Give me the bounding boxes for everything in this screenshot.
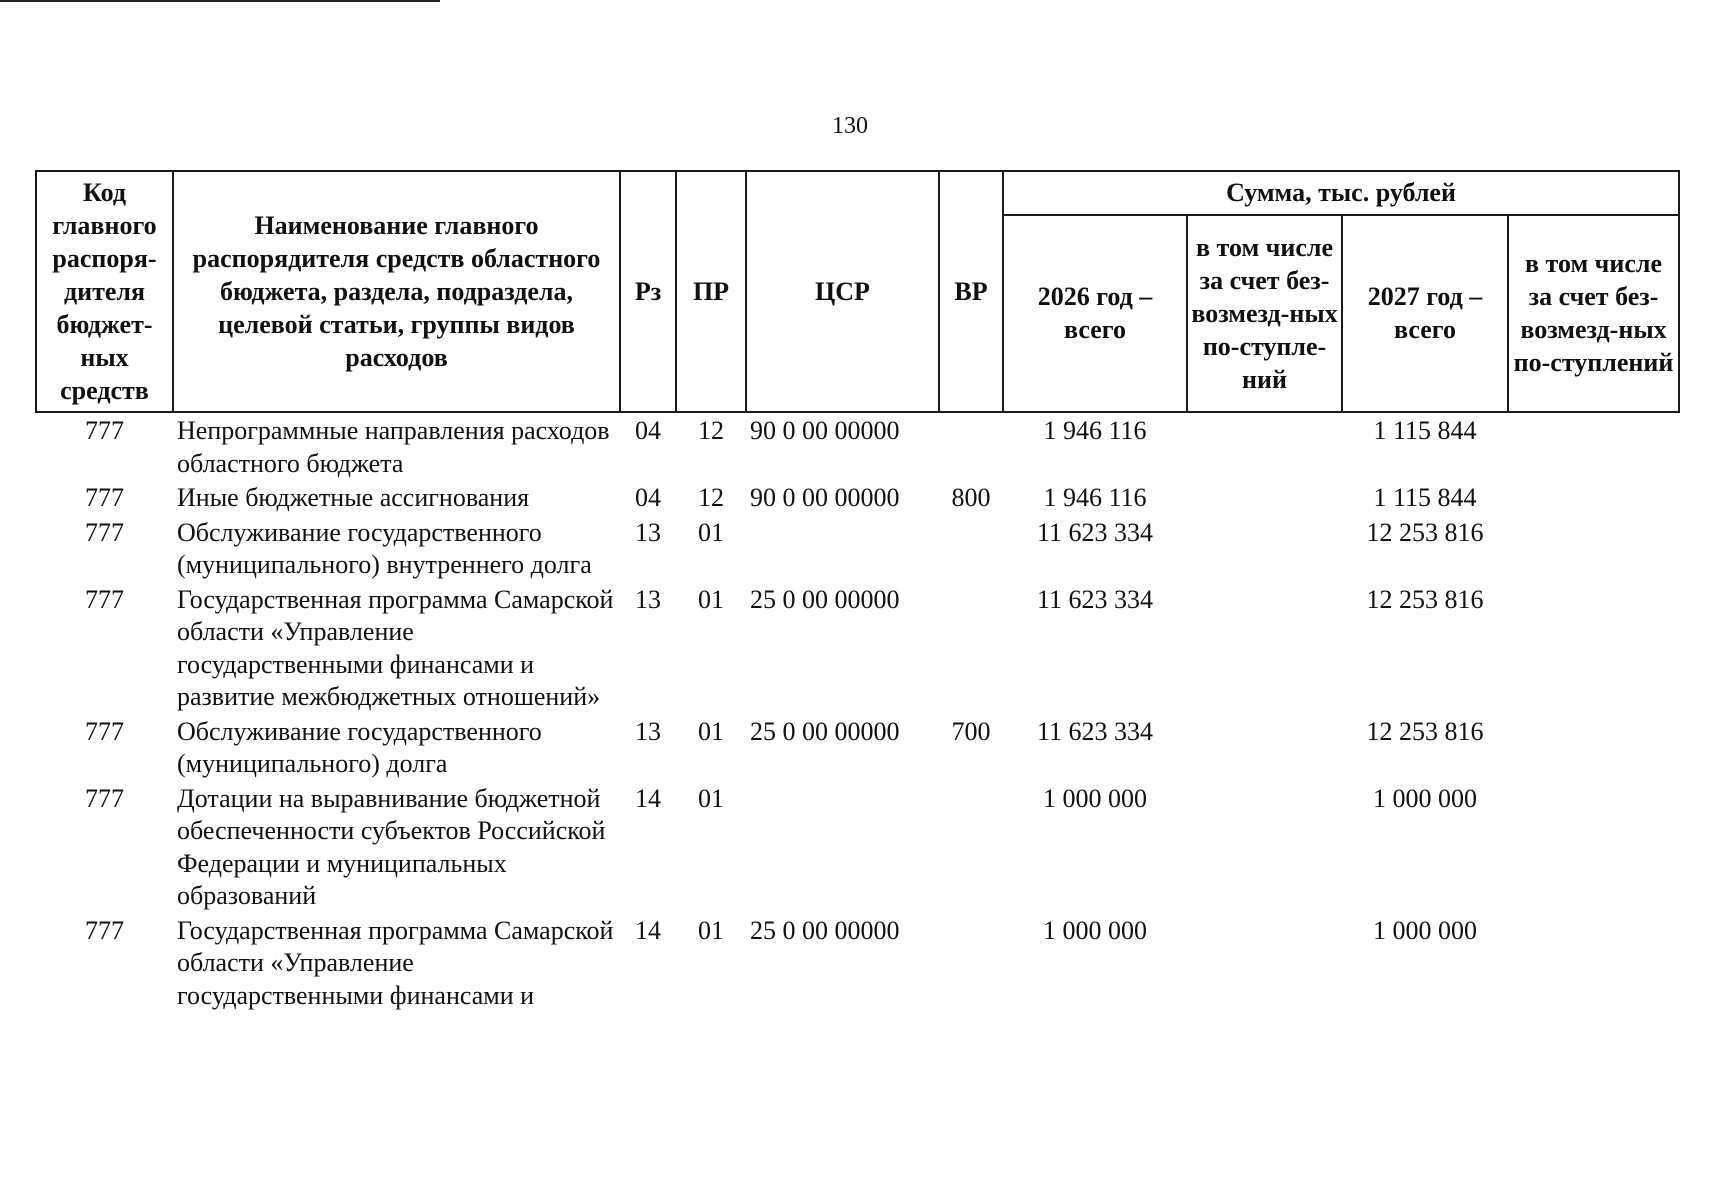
cell-rz: 13 <box>635 517 661 547</box>
cell-2027-gratis <box>1508 412 1679 480</box>
cell-name: Дотации на выравнивание бюджетной обеспеченности субъектов Российской Федерации и муниципальных образований <box>177 783 606 910</box>
cell-rz: 04 <box>635 416 661 445</box>
cell-rz: 14 <box>635 783 661 813</box>
cell-name: Государственная программа Самарской области «Управление государственными финансами и развитие межбюджетных отношений» <box>177 584 614 711</box>
cell-name: Обслуживание государственного (муниципального) внутреннего долга <box>177 517 592 579</box>
header-csr: ЦСР <box>746 171 939 412</box>
cell-2027-total: 1 000 000 <box>1373 783 1477 813</box>
cell-2026-total: 1 946 116 <box>1043 483 1147 512</box>
cell-rz: 13 <box>635 584 661 614</box>
top-rule <box>0 0 440 2</box>
header-pr: ПР <box>676 171 746 412</box>
table-row <box>36 582 1679 714</box>
cell-2026-total: 1 000 000 <box>1043 915 1147 945</box>
header-2027-total: 2027 год – всего <box>1342 215 1508 412</box>
cell-name: Иные бюджетные ассигнования <box>177 483 530 512</box>
cell-csr: 25 0 00 00000 <box>750 584 900 614</box>
cell-code: 777 <box>85 783 124 813</box>
header-rz: Рз <box>620 171 676 412</box>
cell-2027-total: 12 253 816 <box>1366 716 1484 746</box>
cell-csr: 90 0 00 00000 <box>750 483 900 512</box>
cell-2026-gratis <box>1187 480 1342 515</box>
cell-2026-gratis <box>1187 582 1342 714</box>
cell-csr: 25 0 00 00000 <box>750 716 900 746</box>
cell-vr <box>939 582 1003 714</box>
page-number: 130 <box>832 113 868 139</box>
header-vr: ВР <box>939 171 1003 412</box>
table-row <box>36 412 1679 480</box>
cell-pr: 01 <box>698 716 724 746</box>
cell-2026-gratis <box>1187 515 1342 582</box>
cell-name: Непрограммные направления расходов областного бюджета <box>177 416 610 478</box>
cell-code: 777 <box>85 915 124 945</box>
cell-2027-total: 12 253 816 <box>1366 517 1484 547</box>
header-sum-group: Сумма, тыс. рублей <box>1003 171 1679 215</box>
cell-code: 777 <box>85 716 124 746</box>
table-header <box>36 171 1679 412</box>
cell-csr: 25 0 00 00000 <box>750 915 900 945</box>
cell-2026-total: 1 000 000 <box>1043 783 1147 813</box>
cell-2027-gratis <box>1508 781 1679 913</box>
cell-pr: 01 <box>698 783 724 813</box>
cell-csr <box>746 515 939 582</box>
cell-2027-gratis <box>1508 714 1679 781</box>
table-row <box>36 515 1679 582</box>
cell-2027-gratis <box>1508 480 1679 515</box>
budget-table <box>35 170 1680 1012</box>
table-row <box>36 913 1679 1013</box>
cell-name: Обслуживание государственного (муниципального) долга <box>177 716 542 778</box>
cell-2026-gratis <box>1187 412 1342 480</box>
header-2027-gratis: в том числе за счет без-возмезд-ных по-ступлений <box>1508 215 1679 412</box>
table-row <box>36 480 1679 515</box>
cell-csr: 90 0 00 00000 <box>750 416 900 445</box>
cell-2026-gratis <box>1187 781 1342 913</box>
cell-code: 777 <box>85 517 124 547</box>
cell-pr: 12 <box>698 416 724 445</box>
cell-2026-total: 11 623 334 <box>1036 584 1154 614</box>
header-2026-total: 2026 год – всего <box>1003 215 1187 412</box>
cell-name: Государственная программа Самарской области «Управление государственными финансами и <box>177 915 614 1010</box>
header-name: Наименование главного распорядителя средств областного бюджета, раздела, подраздела, целевой статьи, группы видов расходов <box>173 171 620 412</box>
table-body <box>36 412 1679 1012</box>
cell-vr: 800 <box>951 483 991 512</box>
header-code: Код главного распоря-дителя бюджет-ных средств <box>36 171 173 412</box>
cell-2026-total: 1 946 116 <box>1043 416 1147 445</box>
cell-code: 777 <box>85 483 124 512</box>
cell-2027-gratis <box>1508 913 1679 1013</box>
cell-2026-gratis <box>1187 714 1342 781</box>
cell-pr: 01 <box>698 517 724 547</box>
cell-2027-total: 1 115 844 <box>1373 416 1477 445</box>
cell-vr <box>939 913 1003 1013</box>
cell-2026-gratis <box>1187 913 1342 1013</box>
header-2026-gratis: в том числе за счет без-возмезд-ных по-ступле-ний <box>1187 215 1342 412</box>
cell-code: 777 <box>85 416 124 445</box>
cell-2027-gratis <box>1508 515 1679 582</box>
cell-rz: 04 <box>635 483 661 512</box>
cell-vr <box>939 515 1003 582</box>
cell-pr: 01 <box>698 915 724 945</box>
cell-rz: 13 <box>635 716 661 746</box>
table-row <box>36 714 1679 781</box>
cell-2027-total: 1 000 000 <box>1373 915 1477 945</box>
cell-2027-gratis <box>1508 582 1679 714</box>
table-row <box>36 781 1679 913</box>
cell-2026-total: 11 623 334 <box>1036 716 1154 746</box>
cell-2026-total: 11 623 334 <box>1036 517 1154 547</box>
cell-vr <box>939 781 1003 913</box>
cell-pr: 01 <box>698 584 724 614</box>
cell-vr: 700 <box>951 716 991 746</box>
cell-csr <box>746 781 939 913</box>
cell-code: 777 <box>85 584 124 614</box>
cell-2027-total: 1 115 844 <box>1373 483 1477 512</box>
cell-2027-total: 12 253 816 <box>1366 584 1484 614</box>
cell-vr <box>939 412 1003 480</box>
cell-rz: 14 <box>635 915 661 945</box>
cell-pr: 12 <box>698 483 724 512</box>
